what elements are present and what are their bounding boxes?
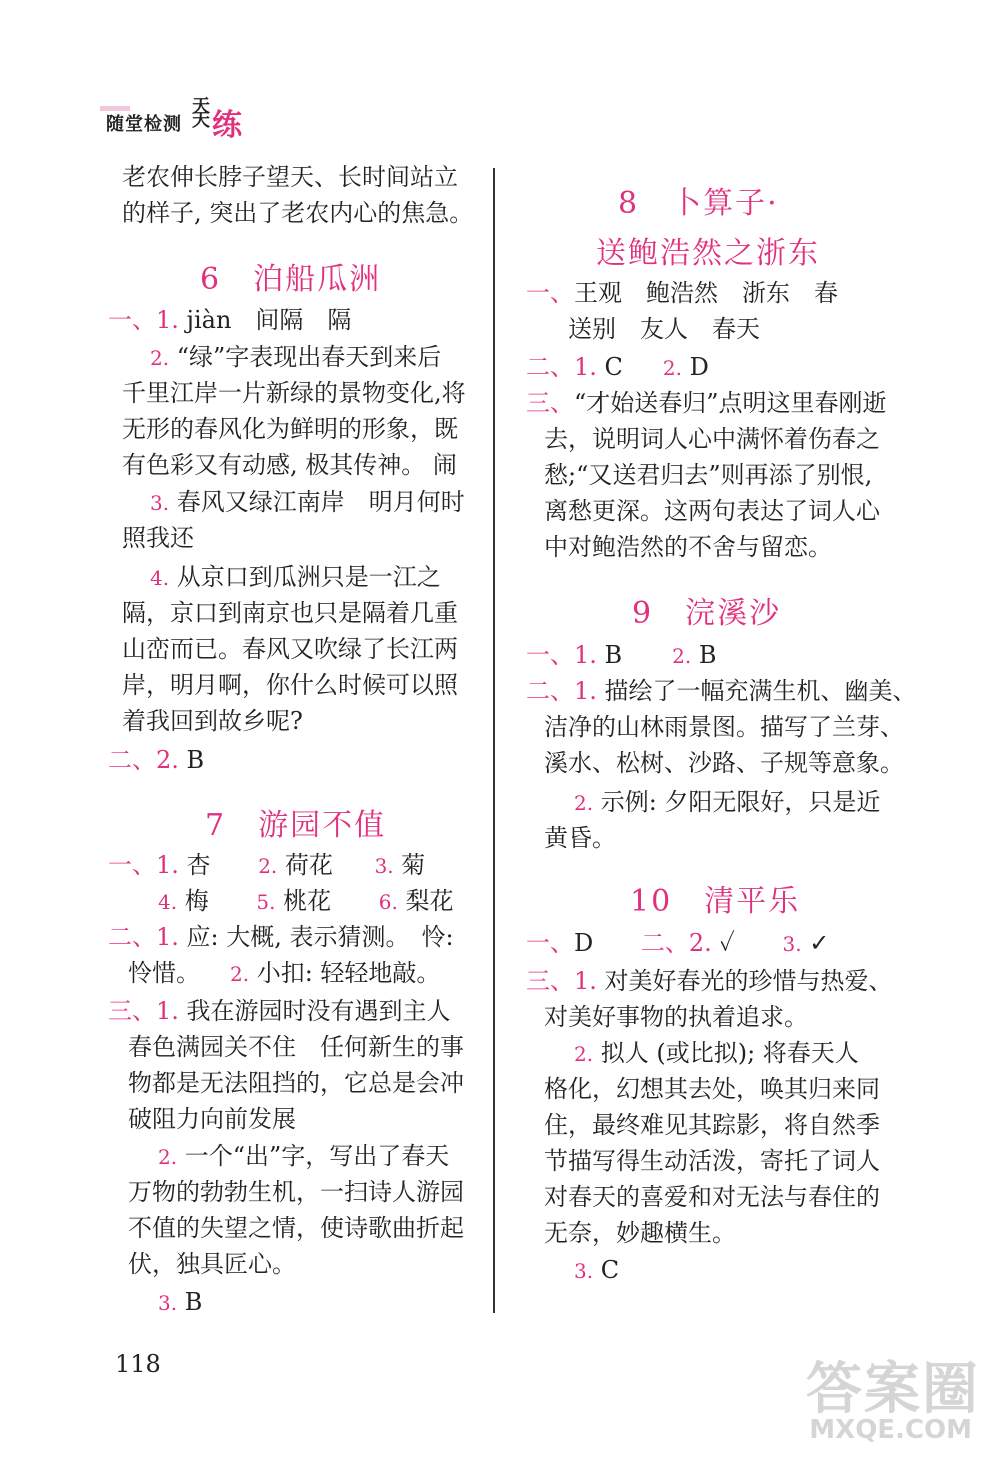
watermark-url: MXQE.COM (809, 1415, 972, 1445)
answer-line (108, 996, 451, 1026)
text-line: 节描写得生动活泼，寄托了词人 (544, 1147, 880, 1175)
item-number: 2. (574, 791, 594, 815)
answer-text: “绿”字表现出春天到来后 (169, 343, 442, 371)
item-number: 5. (256, 890, 276, 914)
text-line: 山峦而已。春风又吹绿了长江两 (122, 635, 458, 663)
item-number: 3. (574, 1259, 594, 1283)
answer-text: 拟人 (或比拟); 将春天人 (593, 1039, 859, 1067)
section-title-8-line2: 送鲍浩然之浙东 (596, 236, 820, 271)
answer-line (150, 342, 441, 373)
text-line: 对春天的喜爱和对无法与春住的 (544, 1183, 880, 1211)
text-line: 洁净的山林雨景图。描写了兰芽、 (544, 713, 904, 741)
item-number: 2. (258, 854, 278, 878)
answer-text: 应: 大概, 表示猜测。 怜: (178, 923, 454, 951)
item-number: 4. (150, 566, 170, 590)
item-label: 二、2. (108, 746, 179, 774)
text-line: 物都是无法阻挡的，它总是会冲 (128, 1069, 464, 1097)
answer-text: 杏 (178, 851, 211, 879)
answer-line (158, 1287, 202, 1318)
answer-text: C (596, 353, 623, 381)
text-line: 对美好事物的执着追求。 (544, 1003, 808, 1031)
text-line: 黄昏。 (544, 824, 616, 852)
answer-line (150, 487, 465, 518)
item-number: 3. (782, 932, 802, 956)
text-line: 不值的失望之情，使诗歌曲折起 (128, 1214, 464, 1242)
item-label: 三、1. (108, 997, 179, 1025)
item-label: 二、2. (640, 929, 712, 957)
page-number: 118 (115, 1350, 161, 1378)
answer-text: B (178, 746, 205, 774)
answer-text: 示例: 夕阳无限好，只是近 (593, 788, 881, 816)
answer-text: 一个“出”字，写出了春天 (177, 1142, 450, 1170)
text-line: 有色彩又有动感, 极其传神。 闹 (122, 451, 457, 479)
section-title-8-line1: 8 卜算子· (618, 186, 779, 221)
text-line: 离愁更深。这两句表达了词人心 (544, 497, 880, 525)
answer-line (526, 640, 717, 671)
item-label: 一、 (526, 929, 574, 957)
answer-text: D (574, 929, 594, 957)
answer-line (158, 1141, 449, 1172)
answer-line (526, 966, 893, 996)
text-line: 老农伸长脖子望天、长时间站立 (122, 163, 458, 191)
item-number: 3. (158, 1291, 178, 1315)
text-line: 岸，明月啊，你什么时候可以照 (122, 671, 458, 699)
logo-lian: 练 (212, 108, 242, 143)
text-line: 去，说明词人心中满怀着伤春之 (544, 425, 880, 453)
item-number: 2. (150, 346, 170, 370)
answer-text: 梅 (177, 887, 209, 915)
text-line: 照我还 (122, 524, 194, 552)
item-label: 三、 (526, 389, 574, 417)
text-line: 格化，幻想其去处，唤其归来同 (544, 1075, 880, 1103)
answer-text: ✓ (711, 929, 735, 957)
item-number: 2. (662, 356, 682, 380)
item-label: 二、1. (108, 923, 179, 951)
answer-text: B (691, 641, 717, 669)
answer-text: 菊 (393, 851, 426, 879)
answer-text: D (682, 353, 709, 381)
item-label: 一、1. (108, 306, 179, 334)
item-number: 3. (374, 854, 394, 878)
item-number: 2. (574, 1042, 594, 1066)
answer-text: B (596, 641, 623, 669)
answer-text: B (177, 1288, 203, 1316)
answer-text: 桃花 (275, 887, 332, 915)
answer-line (150, 562, 441, 593)
item-label: 二、1. (526, 353, 597, 381)
watermark (780, 1345, 980, 1455)
item-label: 一、1. (526, 641, 597, 669)
item-number: 3. (150, 491, 170, 515)
book-series-logo (100, 96, 250, 143)
text-line: 的样子, 突出了老农内心的焦急。 (122, 199, 474, 227)
answer-line (526, 928, 829, 959)
text-line: 愁;“又送君归去”则再添了别恨, (544, 461, 873, 489)
answer-line (108, 922, 454, 952)
watermark-logo: 答案圈 (806, 1357, 980, 1422)
text-line: 溪水、松树、沙路、子规等意象。 (544, 749, 904, 777)
answer-line (108, 850, 425, 881)
text-line: 无形的春风化为鲜明的形象，既 (122, 415, 458, 443)
section-title-10: 10 清平乐 (630, 884, 801, 919)
item-number: 4. (158, 890, 178, 914)
answer-line (526, 676, 917, 706)
text-line: 春色满园关不住 任何新生的事 (128, 1033, 464, 1061)
item-number: 2. (672, 644, 692, 668)
section-title-6: 6 泊船瓜洲 (200, 262, 382, 297)
text-line: 隔，京口到南京也只是隔着几重 (122, 599, 458, 627)
item-label: 一、1. (108, 851, 179, 879)
text-line: 破阻力向前发展 (128, 1105, 296, 1133)
answer-line (574, 1255, 619, 1286)
answer-text: 小扣: 轻轻地敲。 (249, 959, 441, 987)
answer-text: “才始送春归”点明这里春刚逝 (574, 389, 887, 417)
item-label: 一、 (526, 279, 574, 307)
answer-line (158, 886, 453, 917)
section-title-9: 9 浣溪沙 (632, 596, 782, 631)
text-line: 伏，独具匠心。 (128, 1250, 296, 1278)
answer-text: C (593, 1256, 620, 1284)
answer-text: 梨花 (397, 887, 454, 915)
item-number: 6. (378, 890, 398, 914)
answer-line (574, 1038, 859, 1069)
answer-text: 从京口到瓜洲只是一江之 (169, 563, 441, 591)
answer-line (526, 278, 838, 308)
column-divider (493, 168, 495, 1313)
text-line: 千里江岸一片新绿的景物变化,将 (122, 379, 466, 407)
answer-line (574, 787, 880, 818)
item-label: 三、1. (526, 967, 597, 995)
text-line: 无奈，妙趣横生。 (544, 1219, 736, 1247)
text-line: 住，最终难见其踪影，将自然季 (544, 1111, 880, 1139)
answer-line (128, 958, 440, 989)
item-number: 2. (230, 962, 250, 986)
answer-line (526, 352, 709, 383)
answer-line (108, 745, 204, 775)
logo-tian: 天天 (192, 96, 210, 131)
item-number: 2. (158, 1145, 178, 1169)
logo-text: 随堂检测 (106, 114, 182, 135)
answer-text: 春风又绿江南岸 明月何时 (169, 488, 465, 516)
answer-text: 荷花 (277, 851, 333, 879)
answer-text: 对美好春光的珍惜与热爱、 (596, 967, 893, 995)
answer-text: 描绘了一幅充满生机、幽美、 (596, 677, 917, 705)
answer-text: 怜惜。 (128, 959, 200, 987)
text-line: 送别 友人 春天 (568, 315, 760, 343)
text-line: 万物的勃勃生机，一扫诗人游园 (128, 1178, 464, 1206)
answer-line (108, 305, 351, 335)
answer-text: jiàn 间隔 隔 (178, 306, 352, 334)
answer-text: 王观 鲍浩然 浙东 春 (574, 279, 838, 307)
answer-line (526, 388, 887, 418)
item-label: 二、1. (526, 677, 597, 705)
answer-text: ✓ (801, 929, 830, 957)
section-title-7: 7 游园不值 (205, 808, 387, 843)
text-line: 中对鲍浩然的不舍与留恋。 (544, 533, 832, 561)
text-line: 着我回到故乡呢? (122, 707, 303, 735)
answer-text: 我在游园时没有遇到主人 (178, 997, 451, 1025)
